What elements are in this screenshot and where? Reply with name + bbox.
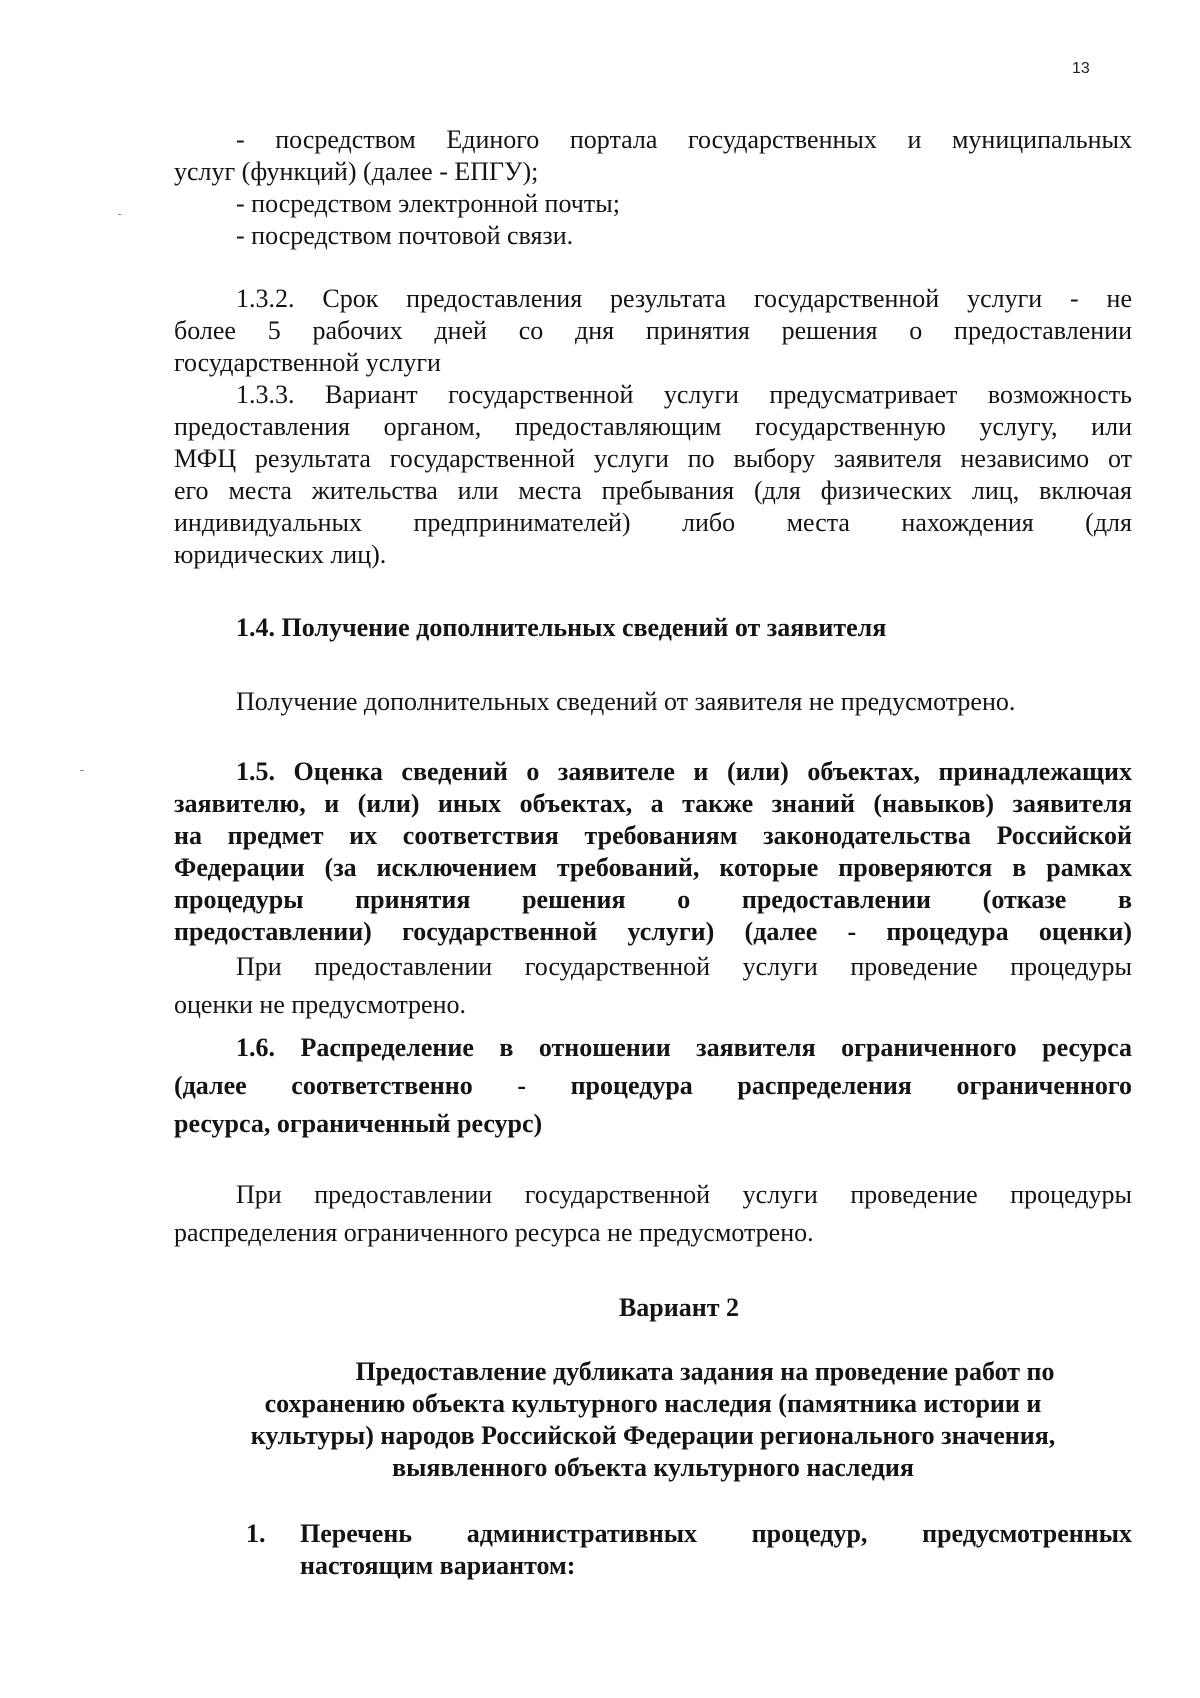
p132-line-1: 1.3.2. Срок предоставления результата государственной услуги - не xyxy=(236,284,1132,313)
s15-text-1: При предоставлении государственной услуги проведение процедуры xyxy=(236,952,1132,981)
p133-line-5: индивидуальных предпринимателей) либо места нахождения (для xyxy=(174,508,1132,537)
list-item xyxy=(246,1518,1132,1582)
portal-line-2: услуг (функций) (далее - ЕПГУ); xyxy=(174,157,539,186)
p133-line-1: 1.3.3. Вариант государственной услуги предусматривает возможность xyxy=(236,380,1132,409)
post-line: - посредством почтовой связи. xyxy=(236,221,574,250)
portal-line-1: - посредством Единого портала государственных и муниципальных xyxy=(236,125,1132,154)
variant-title xyxy=(174,1356,1132,1484)
s15-heading-2: заявителю, и (или) иных объектах, а также знаний (навыков) заявителя xyxy=(174,789,1132,818)
section-1-5 xyxy=(174,756,1132,1024)
list-item-line-1: Перечень административных процедур, предусмотренных xyxy=(300,1519,1132,1548)
paragraph-1-3-2 xyxy=(174,283,1132,379)
section-1-4-text-block xyxy=(174,686,1132,718)
p133-line-6: юридических лиц). xyxy=(174,540,387,569)
list-item-number: 1. xyxy=(246,1519,266,1548)
s15-heading-3: на предмет их соответствия требованиям законодательства Российской xyxy=(174,821,1132,850)
p133-line-2: предоставления органом, предоставляющим государственную услугу, или xyxy=(174,412,1132,441)
s15-heading-6: предоставлении) государственной услуги) (далее - процедура оценки) xyxy=(174,917,1132,946)
section-1-6-text xyxy=(174,1176,1132,1252)
p132-line-3: государственной услуги xyxy=(174,348,441,377)
s16-heading-3: ресурса, ограниченный ресурс) xyxy=(174,1109,543,1138)
section-1-4-heading: 1.4. Получение дополнительных сведений от заявителя xyxy=(236,613,887,642)
s15-heading-4: Федерации (за исключением требований, которые проверяются в рамках xyxy=(174,853,1132,882)
variant-title-4: выявленного объекта культурного наследия xyxy=(392,1453,914,1482)
page-number: 13 xyxy=(1072,60,1090,77)
list-item-line-2: настоящим вариантом: xyxy=(300,1551,576,1580)
variant-title-2: сохранению объекта культурного наследия (памятника истории и xyxy=(264,1389,1042,1418)
paragraph-1-3-3 xyxy=(174,379,1132,571)
variant-label: Вариант 2 xyxy=(618,1293,740,1322)
scan-artifact xyxy=(118,214,121,215)
s15-heading-1: 1.5. Оценка сведений о заявителе и (или) объектах, принадлежащих xyxy=(236,757,1132,786)
email-line: - посредством электронной почты; xyxy=(236,189,620,218)
variant-title-1: Предоставление дубликата задания на проведение работ по xyxy=(355,1357,1055,1386)
variant-title-3: культуры) народов Российской Федерации регионального значения, xyxy=(250,1421,1056,1450)
section-1-4-text: Получение дополнительных сведений от заявителя не предусмотрено. xyxy=(236,687,1016,716)
section-1-4 xyxy=(174,612,1132,644)
s16-heading-1: 1.6. Распределение в отношении заявителя ограниченного ресурса xyxy=(236,1033,1132,1062)
s16-heading-2: (далее соответственно - процедура распределения ограниченного xyxy=(174,1071,1132,1100)
s16-text-2: распределения ограниченного ресурса не предусмотрено. xyxy=(174,1218,814,1247)
s16-text-1: При предоставлении государственной услуги проведение процедуры xyxy=(236,1180,1132,1209)
variant-block xyxy=(174,1292,1132,1324)
p133-line-4: его места жительства или места пребывания (для физических лиц, включая xyxy=(174,476,1132,505)
p132-line-2: более 5 рабочих дней со дня принятия решения о предоставлении xyxy=(174,316,1132,345)
s15-text-2: оценки не предусмотрено. xyxy=(174,990,466,1019)
scan-artifact xyxy=(80,770,84,771)
s15-heading-5: процедуры принятия решения о предоставлении (отказе в xyxy=(174,885,1132,914)
portal-block xyxy=(174,124,1132,252)
section-1-6 xyxy=(174,1029,1132,1143)
p133-line-3: МФЦ результата государственной услуги по выбору заявителя независимо от xyxy=(174,444,1132,473)
